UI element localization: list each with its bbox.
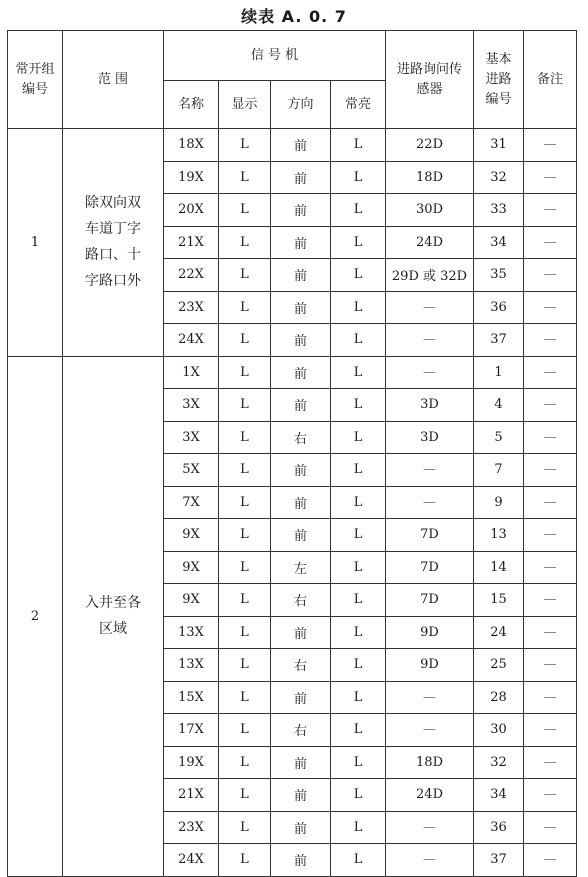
cell-remark: — bbox=[524, 291, 577, 324]
cell-on: L bbox=[331, 356, 386, 389]
cell-remark: — bbox=[524, 324, 577, 357]
cell-sensor: 22D bbox=[386, 129, 474, 162]
cell-route: 4 bbox=[474, 389, 524, 422]
cell-direction: 右 bbox=[271, 421, 331, 454]
cell-display: L bbox=[219, 454, 271, 487]
cell-route: 36 bbox=[474, 291, 524, 324]
cell-direction: 前 bbox=[271, 129, 331, 162]
cell-display: L bbox=[219, 291, 271, 324]
cell-sensor: — bbox=[386, 681, 474, 714]
cell-name: 24X bbox=[164, 844, 219, 877]
cell-name: 3X bbox=[164, 389, 219, 422]
cell-remark: — bbox=[524, 389, 577, 422]
cell-direction: 前 bbox=[271, 779, 331, 812]
cell-sensor: — bbox=[386, 324, 474, 357]
signal-table bbox=[7, 30, 577, 877]
cell-on: L bbox=[331, 226, 386, 259]
group-range bbox=[63, 129, 164, 357]
cell-direction: 前 bbox=[271, 356, 331, 389]
table-row bbox=[8, 129, 577, 162]
cell-route: 9 bbox=[474, 486, 524, 519]
cell-route: 28 bbox=[474, 681, 524, 714]
cell-sensor: — bbox=[386, 356, 474, 389]
cell-sensor: 30D bbox=[386, 194, 474, 227]
cell-name: 19X bbox=[164, 746, 219, 779]
cell-sensor: 29D 或 32D bbox=[386, 259, 474, 292]
cell-route: 5 bbox=[474, 421, 524, 454]
cell-on: L bbox=[331, 681, 386, 714]
cell-route: 32 bbox=[474, 161, 524, 194]
cell-sensor: — bbox=[386, 714, 474, 747]
cell-display: L bbox=[219, 844, 271, 877]
cell-on: L bbox=[331, 779, 386, 812]
cell-name: 18X bbox=[164, 129, 219, 162]
table-body bbox=[8, 129, 577, 877]
cell-direction: 前 bbox=[271, 259, 331, 292]
cell-on: L bbox=[331, 811, 386, 844]
cell-name: 19X bbox=[164, 161, 219, 194]
cell-route: 25 bbox=[474, 649, 524, 682]
cell-remark: — bbox=[524, 486, 577, 519]
table-header bbox=[8, 31, 577, 129]
cell-on: L bbox=[331, 291, 386, 324]
cell-on: L bbox=[331, 454, 386, 487]
cell-display: L bbox=[219, 746, 271, 779]
cell-remark: — bbox=[524, 844, 577, 877]
cell-remark: — bbox=[524, 551, 577, 584]
cell-display: L bbox=[219, 649, 271, 682]
cell-name: 21X bbox=[164, 226, 219, 259]
cell-sensor: — bbox=[386, 486, 474, 519]
header-basic-route: 基本进路编号 bbox=[474, 31, 524, 129]
cell-direction: 右 bbox=[271, 714, 331, 747]
cell-remark: — bbox=[524, 746, 577, 779]
cell-route: 30 bbox=[474, 714, 524, 747]
cell-on: L bbox=[331, 389, 386, 422]
cell-sensor: — bbox=[386, 454, 474, 487]
cell-name: 9X bbox=[164, 519, 219, 552]
cell-name: 17X bbox=[164, 714, 219, 747]
cell-sensor: — bbox=[386, 811, 474, 844]
cell-route: 14 bbox=[474, 551, 524, 584]
cell-route: 7 bbox=[474, 454, 524, 487]
cell-direction: 前 bbox=[271, 324, 331, 357]
cell-remark: — bbox=[524, 226, 577, 259]
cell-sensor: 3D bbox=[386, 389, 474, 422]
table-row bbox=[8, 356, 577, 389]
cell-display: L bbox=[219, 161, 271, 194]
cell-route: 15 bbox=[474, 584, 524, 617]
cell-name: 3X bbox=[164, 421, 219, 454]
cell-remark: — bbox=[524, 161, 577, 194]
cell-direction: 前 bbox=[271, 616, 331, 649]
cell-direction: 前 bbox=[271, 844, 331, 877]
cell-direction: 前 bbox=[271, 291, 331, 324]
cell-display: L bbox=[219, 811, 271, 844]
cell-direction: 前 bbox=[271, 746, 331, 779]
cell-remark: — bbox=[524, 129, 577, 162]
cell-name: 13X bbox=[164, 616, 219, 649]
header-name: 名称 bbox=[164, 81, 219, 129]
cell-remark: — bbox=[524, 779, 577, 812]
cell-route: 32 bbox=[474, 746, 524, 779]
cell-on: L bbox=[331, 161, 386, 194]
header-group-no: 常开组编号 bbox=[8, 31, 63, 129]
cell-name: 9X bbox=[164, 584, 219, 617]
cell-route: 37 bbox=[474, 844, 524, 877]
header-sensor: 进路询问传感器 bbox=[386, 31, 474, 129]
cell-name: 1X bbox=[164, 356, 219, 389]
cell-sensor: 18D bbox=[386, 746, 474, 779]
cell-route: 34 bbox=[474, 226, 524, 259]
cell-route: 13 bbox=[474, 519, 524, 552]
cell-sensor: 24D bbox=[386, 226, 474, 259]
cell-name: 13X bbox=[164, 649, 219, 682]
cell-remark: — bbox=[524, 194, 577, 227]
group-number: 2 bbox=[8, 356, 63, 876]
cell-on: L bbox=[331, 421, 386, 454]
cell-sensor: 7D bbox=[386, 551, 474, 584]
cell-name: 9X bbox=[164, 551, 219, 584]
cell-direction: 右 bbox=[271, 584, 331, 617]
cell-on: L bbox=[331, 519, 386, 552]
cell-route: 31 bbox=[474, 129, 524, 162]
cell-remark: — bbox=[524, 714, 577, 747]
cell-on: L bbox=[331, 584, 386, 617]
cell-remark: — bbox=[524, 811, 577, 844]
cell-display: L bbox=[219, 486, 271, 519]
cell-name: 7X bbox=[164, 486, 219, 519]
cell-name: 21X bbox=[164, 779, 219, 812]
cell-sensor: — bbox=[386, 291, 474, 324]
cell-direction: 前 bbox=[271, 811, 331, 844]
cell-sensor: 24D bbox=[386, 779, 474, 812]
cell-display: L bbox=[219, 421, 271, 454]
cell-route: 37 bbox=[474, 324, 524, 357]
cell-display: L bbox=[219, 194, 271, 227]
cell-on: L bbox=[331, 649, 386, 682]
cell-direction: 前 bbox=[271, 681, 331, 714]
table-title: 续表 A. 0. 7 bbox=[241, 7, 347, 26]
cell-direction: 前 bbox=[271, 194, 331, 227]
cell-remark: — bbox=[524, 584, 577, 617]
cell-name: 22X bbox=[164, 259, 219, 292]
cell-name: 23X bbox=[164, 291, 219, 324]
header-range: 范 围 bbox=[63, 31, 164, 129]
cell-remark: — bbox=[524, 519, 577, 552]
cell-route: 34 bbox=[474, 779, 524, 812]
cell-direction: 右 bbox=[271, 649, 331, 682]
cell-on: L bbox=[331, 259, 386, 292]
cell-route: 1 bbox=[474, 356, 524, 389]
cell-sensor: 7D bbox=[386, 584, 474, 617]
cell-remark: — bbox=[524, 356, 577, 389]
cell-remark: — bbox=[524, 259, 577, 292]
header-signal: 信 号 机 bbox=[164, 31, 386, 81]
cell-on: L bbox=[331, 324, 386, 357]
cell-display: L bbox=[219, 259, 271, 292]
header-always-on: 常亮 bbox=[331, 81, 386, 129]
cell-sensor: 9D bbox=[386, 649, 474, 682]
cell-direction: 前 bbox=[271, 519, 331, 552]
cell-display: L bbox=[219, 519, 271, 552]
cell-on: L bbox=[331, 129, 386, 162]
cell-display: L bbox=[219, 356, 271, 389]
cell-display: L bbox=[219, 616, 271, 649]
cell-on: L bbox=[331, 714, 386, 747]
group-range bbox=[63, 356, 164, 876]
group-range-text: 除双向双车道丁字路口、十字路口外 bbox=[85, 195, 141, 290]
cell-display: L bbox=[219, 129, 271, 162]
cell-display: L bbox=[219, 779, 271, 812]
cell-on: L bbox=[331, 194, 386, 227]
header-display: 显示 bbox=[219, 81, 271, 129]
cell-on: L bbox=[331, 616, 386, 649]
cell-route: 33 bbox=[474, 194, 524, 227]
cell-direction: 前 bbox=[271, 389, 331, 422]
cell-display: L bbox=[219, 714, 271, 747]
cell-on: L bbox=[331, 486, 386, 519]
cell-name: 23X bbox=[164, 811, 219, 844]
cell-on: L bbox=[331, 746, 386, 779]
cell-sensor: 9D bbox=[386, 616, 474, 649]
cell-route: 36 bbox=[474, 811, 524, 844]
cell-direction: 前 bbox=[271, 454, 331, 487]
cell-display: L bbox=[219, 681, 271, 714]
cell-route: 35 bbox=[474, 259, 524, 292]
cell-on: L bbox=[331, 844, 386, 877]
cell-direction: 左 bbox=[271, 551, 331, 584]
cell-remark: — bbox=[524, 649, 577, 682]
cell-name: 15X bbox=[164, 681, 219, 714]
cell-display: L bbox=[219, 551, 271, 584]
cell-on: L bbox=[331, 551, 386, 584]
cell-remark: — bbox=[524, 421, 577, 454]
cell-name: 24X bbox=[164, 324, 219, 357]
cell-sensor: 18D bbox=[386, 161, 474, 194]
group-range-text: 入井至各区域 bbox=[85, 595, 141, 637]
cell-direction: 前 bbox=[271, 486, 331, 519]
cell-display: L bbox=[219, 324, 271, 357]
cell-sensor: 7D bbox=[386, 519, 474, 552]
header-direction: 方向 bbox=[271, 81, 331, 129]
cell-name: 20X bbox=[164, 194, 219, 227]
cell-remark: — bbox=[524, 454, 577, 487]
cell-display: L bbox=[219, 389, 271, 422]
header-remark: 备注 bbox=[524, 31, 577, 129]
cell-direction: 前 bbox=[271, 161, 331, 194]
cell-sensor: 3D bbox=[386, 421, 474, 454]
cell-remark: — bbox=[524, 616, 577, 649]
cell-route: 24 bbox=[474, 616, 524, 649]
cell-display: L bbox=[219, 226, 271, 259]
cell-display: L bbox=[219, 584, 271, 617]
cell-remark: — bbox=[524, 681, 577, 714]
cell-name: 5X bbox=[164, 454, 219, 487]
cell-sensor: — bbox=[386, 844, 474, 877]
cell-direction: 前 bbox=[271, 226, 331, 259]
group-number: 1 bbox=[8, 129, 63, 357]
